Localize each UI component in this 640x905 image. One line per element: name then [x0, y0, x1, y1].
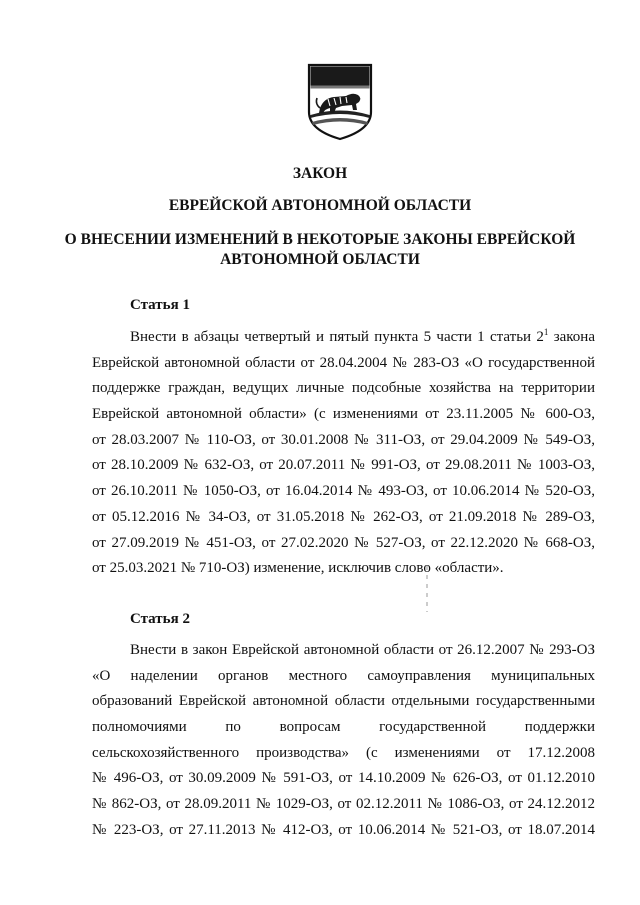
text-line: Внести в закон Еврейской автономной области от 26.12.2007 № 293-ОЗ	[130, 642, 595, 658]
text-line: № 862-ОЗ, от 28.09.2011 № 1029-ОЗ, от 02.12.2011 № 1086-ОЗ, от 24.12.2012	[92, 796, 595, 813]
text-line: от 26.10.2011 № 1050-ОЗ, от 16.04.2014 № 493-ОЗ, от 10.06.2014 № 520-ОЗ,	[92, 483, 595, 500]
text-fragment: закона	[548, 329, 595, 345]
text-line: сельскохозяйственного производства» (с изменениями от 17.12.2008	[92, 744, 595, 761]
text-line: от 28.10.2009 № 632-ОЗ, от 20.07.2011 № 991-ОЗ, от 29.08.2011 № 1003-ОЗ,	[92, 457, 595, 474]
text-fragment: Внести в абзацы четвертый и пятый пункта 5 части 1 статьи 2	[130, 329, 544, 345]
article-2-text	[92, 638, 595, 844]
law-title-line: АВТОНОМНОЙ ОБЛАСТИ	[220, 251, 420, 268]
coat-of-arms-emblem-icon	[306, 62, 374, 142]
text-line: Еврейской автономной области» (с изменениями от 23.11.2005 № 600-ОЗ,	[92, 406, 595, 423]
text-line: от 25.03.2021 № 710-ОЗ) изменение, исключив слово «области».	[92, 560, 504, 577]
text-line: полномочиями по вопросам государственной поддержки	[92, 719, 595, 736]
scan-fold-mark	[426, 566, 428, 612]
article-2-title: Статья 2	[130, 611, 190, 627]
text-line	[92, 325, 595, 351]
text-line: от 27.09.2019 № 451-ОЗ, от 27.02.2020 № 527-ОЗ, от 22.12.2020 № 668-ОЗ,	[92, 534, 595, 551]
superscript: 1	[543, 327, 549, 337]
text-line: № 223-ОЗ, от 27.11.2013 № 412-ОЗ, от 10.06.2014 № 521-ОЗ, от 18.07.2014	[92, 821, 595, 838]
region-heading: ЕВРЕЙСКОЙ АВТОНОМНОЙ ОБЛАСТИ	[168, 197, 472, 214]
article-1-text	[92, 325, 595, 582]
text-line: образований Еврейской автономной области отдельными государственными	[92, 693, 595, 710]
article-1-title: Статья 1	[130, 297, 190, 313]
law-title	[0, 230, 640, 270]
text-line: № 496-ОЗ, от 30.09.2009 № 591-ОЗ, от 14.10.2009 № 626-ОЗ, от 01.12.2010	[92, 770, 595, 787]
law-title-line: О ВНЕСЕНИИ ИЗМЕНЕНИЙ В НЕКОТОРЫЕ ЗАКОНЫ ЕВРЕЙСКОЙ	[64, 231, 576, 248]
text-line: от 28.03.2007 № 110-ОЗ, от 30.01.2008 № 311-ОЗ, от 29.04.2009 № 549-ОЗ,	[92, 431, 595, 448]
law-heading: ЗАКОН	[292, 165, 348, 182]
text-line: поддержке граждан, ведущих личные подсобные хозяйства на территории	[92, 380, 595, 397]
text-line: «О наделении органов местного самоуправления муниципальных	[92, 667, 595, 684]
text-line: от 05.12.2016 № 34-ОЗ, от 31.05.2018 № 262-ОЗ, от 21.09.2018 № 289-ОЗ,	[92, 508, 595, 525]
text-line: Еврейской автономной области от 28.04.2004 № 283-ОЗ «О государственной	[92, 354, 595, 371]
